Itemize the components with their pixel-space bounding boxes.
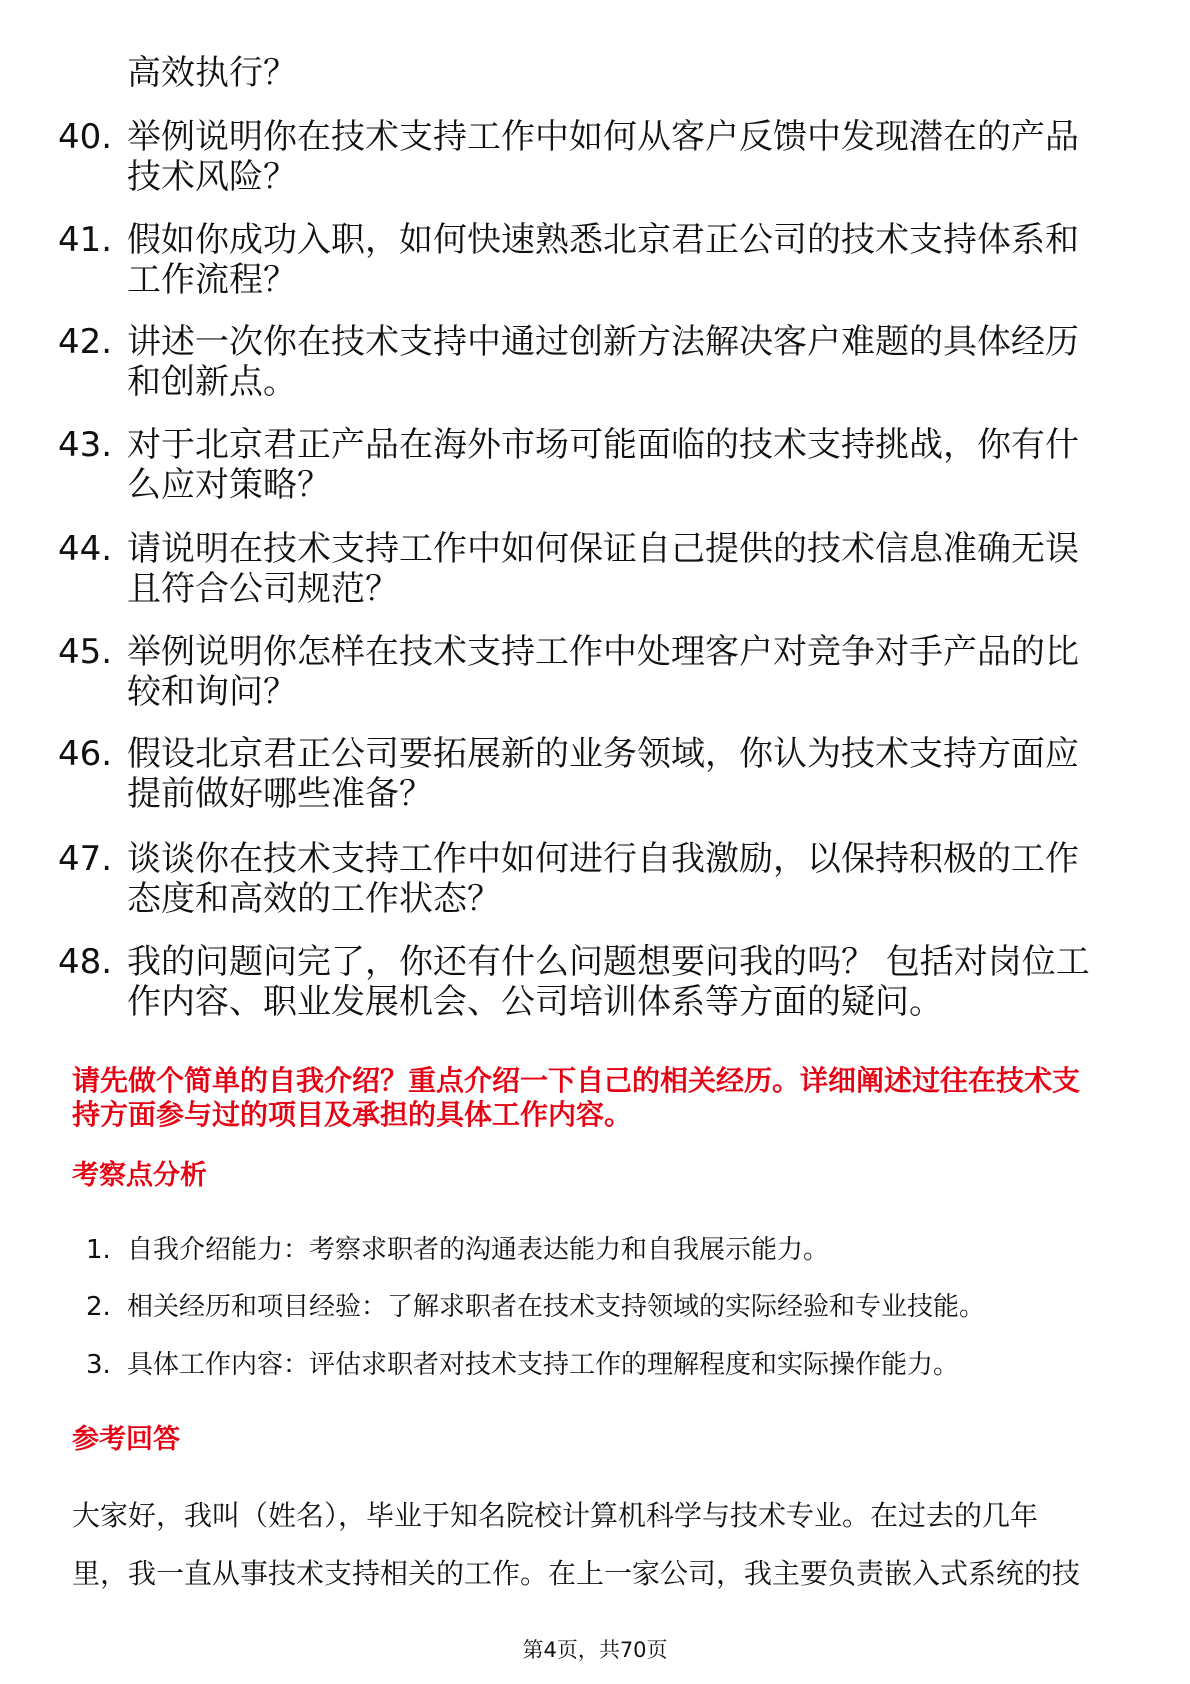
question-number: 42.	[58, 322, 113, 362]
question-line: 技术风险？	[127, 157, 297, 197]
reference-answer-line: 里，我一直从事技术支持相关的工作。在上一家公司，我主要负责嵌入式系统的技	[72, 1557, 1081, 1590]
reference-answer-heading: 参考回答	[72, 1424, 180, 1455]
question-text	[127, 734, 1079, 814]
featured-question-line: 请先做个简单的自我介绍？重点介绍一下自己的相关经历。详细阐述过往在技术支	[72, 1064, 1081, 1097]
question-line: 较和询问？	[127, 672, 297, 712]
reference-answer-paragraph	[72, 1487, 1080, 1603]
question-line: 么应对策略？	[127, 465, 331, 505]
question-line: 假如你成功入职，如何快速熟悉北京君正公司的技术支持体系和	[127, 220, 1079, 260]
question-line: 对于北京君正产品在海外市场可能面临的技术支持挑战，你有什	[127, 425, 1079, 465]
featured-question	[72, 1064, 1080, 1132]
question-line: 提前做好哪些准备？	[127, 774, 433, 814]
question-text	[127, 942, 1090, 1022]
analysis-point-text: 具体工作内容：评估求职者对技术支持工作的理解程度和实际操作能力。	[127, 1350, 960, 1380]
question-number: 48.	[58, 942, 113, 982]
question-line: 假设北京君正公司要拓展新的业务领域，你认为技术支持方面应	[127, 734, 1079, 774]
analysis-point-text: 自我介绍能力：考察求职者的沟通表达能力和自我展示能力。	[127, 1235, 830, 1265]
question-line: 我的问题问完了，你还有什么问题想要问我的吗？ 包括对岗位工	[127, 942, 1090, 982]
question-number: 45.	[58, 632, 113, 672]
question-text	[127, 839, 1079, 919]
question-text	[127, 117, 1079, 197]
question-text	[127, 220, 1079, 300]
reference-answer-line: 大家好，我叫（姓名），毕业于知名院校计算机科学与技术专业。在过去的几年	[72, 1499, 1039, 1532]
question-text	[127, 529, 1079, 609]
question-line: 且符合公司规范？	[127, 569, 399, 609]
question-line: 作内容、职业发展机会、公司培训体系等方面的疑问。	[127, 982, 943, 1022]
question-number: 43.	[58, 425, 113, 465]
analysis-point-text: 相关经历和项目经验：了解求职者在技术支持领域的实际经验和专业技能。	[127, 1292, 986, 1322]
question-text	[127, 632, 1079, 712]
featured-question-line: 持方面参与过的项目及承担的具体工作内容。	[72, 1098, 633, 1131]
question-line: 工作流程？	[127, 260, 297, 300]
question-number: 47.	[58, 839, 113, 879]
question-continuation	[127, 53, 297, 93]
question-number: 40.	[58, 117, 113, 157]
question-line: 态度和高效的工作状态？	[127, 879, 501, 919]
question-text	[127, 425, 1079, 505]
analysis-point-number: 1.	[86, 1235, 111, 1265]
analysis-point-number: 3.	[86, 1350, 111, 1380]
question-number: 46.	[58, 734, 113, 774]
question-line: 举例说明你在技术支持工作中如何从客户反馈中发现潜在的产品	[127, 117, 1079, 157]
question-line: 讲述一次你在技术支持中通过创新方法解决客户难题的具体经历	[127, 322, 1079, 362]
question-line: 高效执行？	[127, 53, 297, 93]
question-number: 41.	[58, 220, 113, 260]
page-indicator: 第4页，共70页	[522, 1638, 668, 1662]
question-line: 举例说明你怎样在技术支持工作中处理客户对竞争对手产品的比	[127, 632, 1079, 672]
question-line: 请说明在技术支持工作中如何保证自己提供的技术信息准确无误	[127, 529, 1079, 569]
question-line: 和创新点。	[127, 362, 297, 402]
analysis-point-number: 2.	[86, 1292, 111, 1322]
question-number: 44.	[58, 529, 113, 569]
analysis-heading: 考察点分析	[72, 1160, 207, 1191]
question-text	[127, 322, 1079, 402]
question-line: 谈谈你在技术支持工作中如何进行自我激励，以保持积极的工作	[127, 839, 1079, 879]
